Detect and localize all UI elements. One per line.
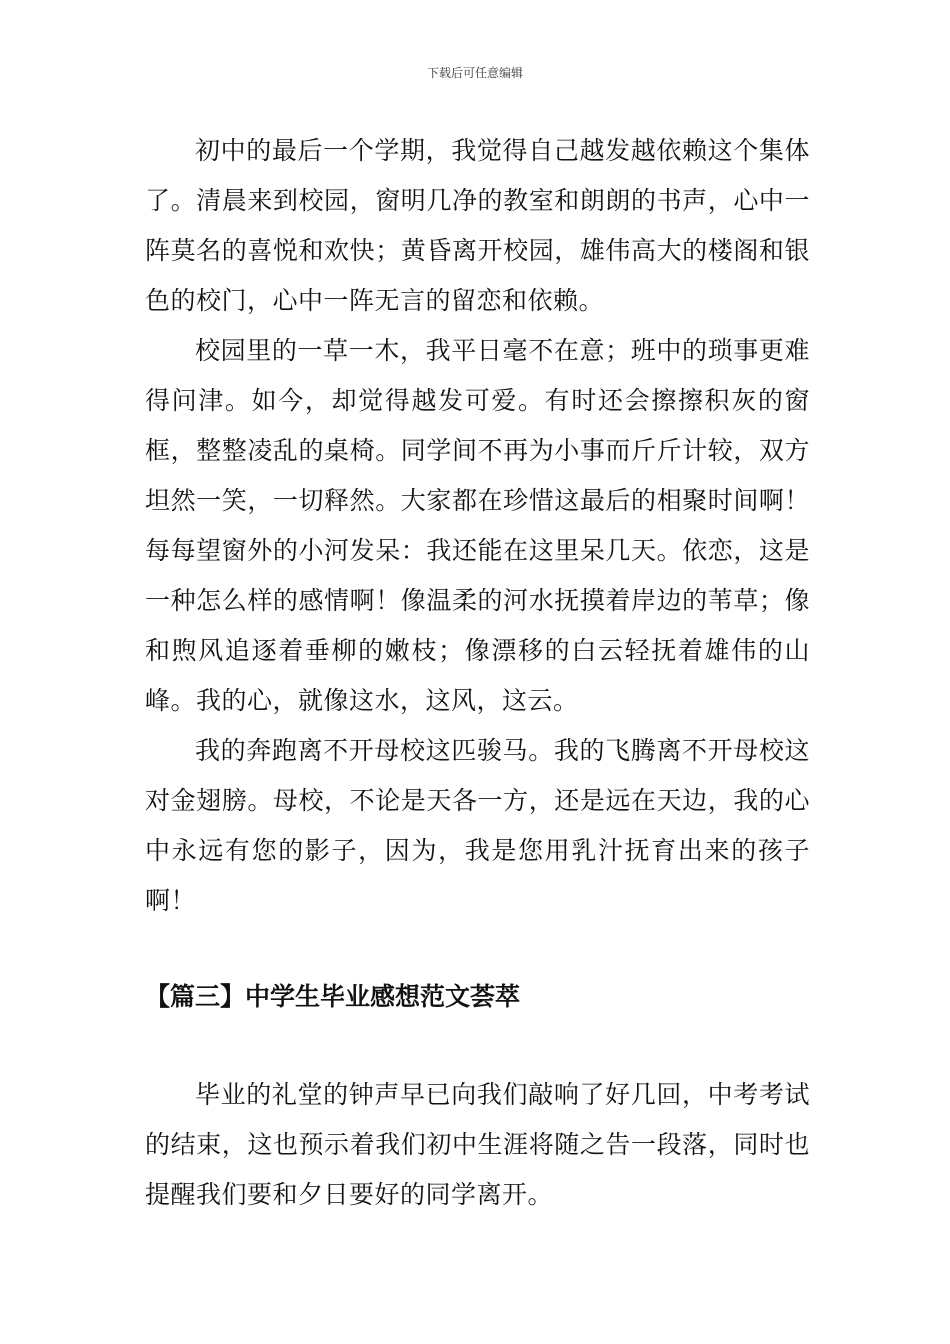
paragraph: 毕业的礼堂的钟声早已向我们敲响了好几回，中考考试的结束，这也预示着我们初中生涯将随之告一段落，同时也提醒我们要和夕日要好的同学离开。	[145, 1080, 810, 1209]
paragraph: 校园里的一草一木，我平日毫不在意；班中的琐事更难得问津。如今，却觉得越发可爱。有时还会擦擦积灰的窗框，整整凌乱的桌椅。同学间不再为小事而斤斤计较，双方坦然一笑，一切释然。大家都在珍惜这最后的相聚时间啊！每每望窗外的小河发呆：我还能在这里呆几天。依恋，这是一种怎么样的感情啊！像温柔的河水抚摸着岸边的苇草；像和煦风追逐着垂柳的嫩枝；像漂移的白云轻抚着雄伟的山峰。我的心，就像这水，这风，这云。	[145, 336, 810, 715]
paragraph: 初中的最后一个学期，我觉得自己越发越依赖这个集体了。清晨来到校园，窗明几净的教室和朗朗的书声，心中一阵莫名的喜悦和欢快；黄昏离开校园，雄伟高大的楼阁和银色的校门，心中一阵无言的留恋和依赖。	[145, 136, 810, 315]
section-body-text	[145, 1070, 810, 1220]
paragraph: 我的奔跑离不开母校这匹骏马。我的飞腾离不开母校这对金翅膀。母校，不论是天各一方，还是远在天边，我的心中永远有您的影子，因为，我是您用乳汁抚育出来的孩子啊！	[145, 736, 810, 915]
body-text	[145, 126, 810, 926]
header-note: 下载后可任意编辑	[426, 66, 523, 80]
section-heading: 【篇三】中学生毕业感想范文荟萃	[145, 982, 521, 1011]
